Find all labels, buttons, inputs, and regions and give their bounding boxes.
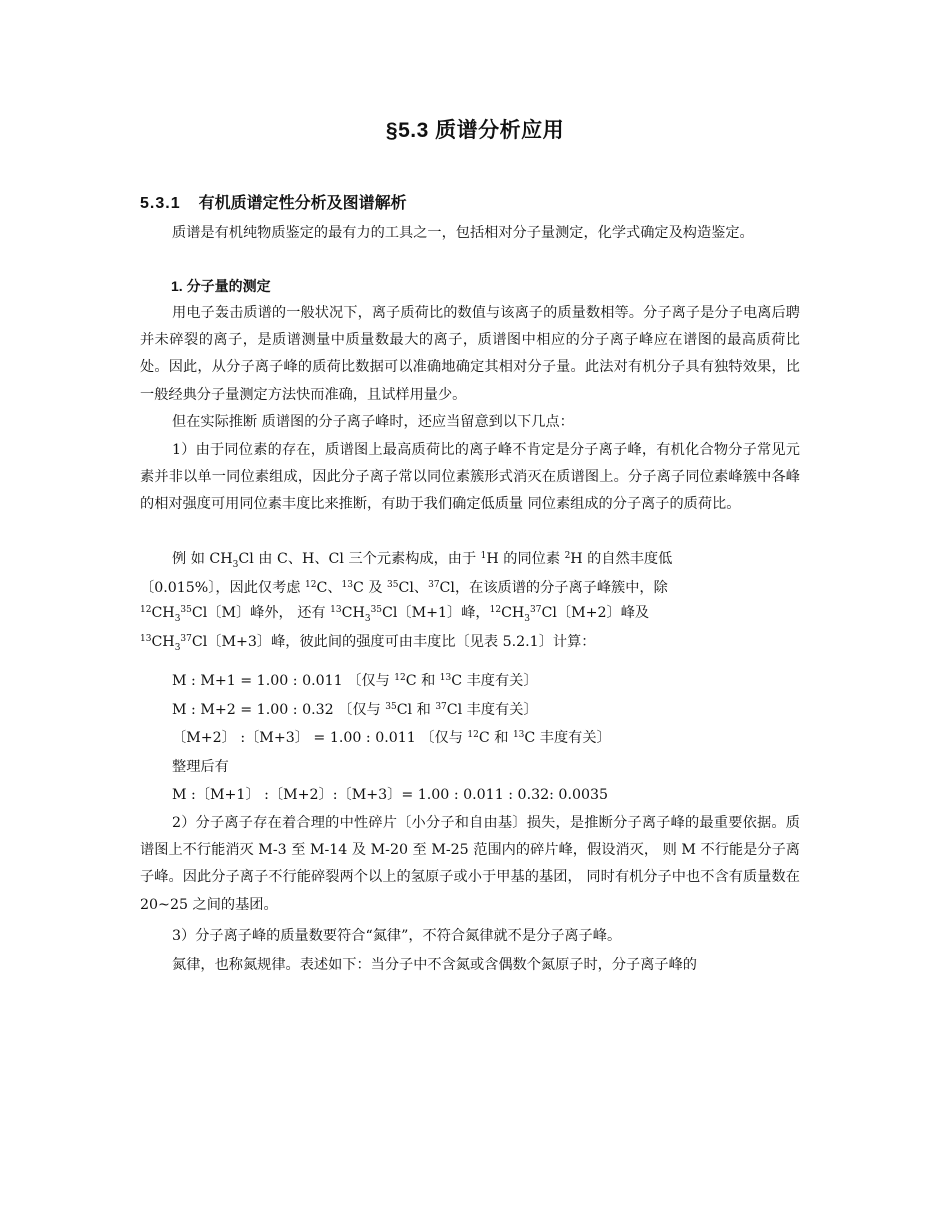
section-title: 有机质谱定性分析及图谱解析 bbox=[198, 195, 407, 212]
molecular-weight-paragraph: 用电子轰击质谱的一般状况下，离子质荷比的数值与该离子的质量数相等。分子离子是分子电离后聘并未碎裂的离子，是质谱测量中质量数最大的离子，质谱图中相应的分子离子峰应在谱图的最高质荷比处。因此，从分子离子峰的质荷比数据可以准确地确定其相对分子量。此法对有机分子具有独特效果，比一般经典分子量测定方法快而准确，且试样用量少。 bbox=[140, 305, 800, 403]
ratio-m-m2: M : M+2 = 1.00 : 0.32 〔仅与 $^{35}$Cl 和 $^{37}$Cl 丰度有关〕 bbox=[172, 702, 538, 718]
point-3-paragraph: 3）分子离子峰的质量数要符合“氮律”，不符合氮律就不是分子离子峰。 bbox=[172, 928, 622, 944]
section-number: 5.3.1 bbox=[140, 195, 181, 212]
point-2-paragraph: 2）分子离子存在着合理的中性碎片〔小分子和自由基〕损失，是推断分子离子峰的最重要依据。质谱图上不行能消灭 M-3 至 M-14 及 M-20 至 M-25 范围内的碎片峰，假设消灭， 则 M 不行能是分子离子峰。因此分子离子不行能碎裂两个以上的氢原子或小于甲基的基团， 同时有机分子中也不含有质量数在 20~25 之间的基团。 bbox=[140, 815, 800, 913]
nitrogen-rule-paragraph: 氮律，也称氮规律。表述如下：当分子中不含氮或含偶数个氮原子时，分子离子峰的 bbox=[172, 957, 697, 973]
section-heading bbox=[140, 190, 407, 213]
note-paragraph: 但在实际推断 质谱图的分子离子峰时，还应当留意到以下几点： bbox=[172, 414, 574, 430]
point-1-paragraph: 1）由于同位素的存在，质谱图上最高质荷比的离子峰不肯定是分子离子峰，有机化合物分子常见元素并非以单一同位素组成，因此分子离子常以同位素簇形式消灭在质谱图上。分子离子同位素峰簇中各峰的相对强度可用同位素丰度比来推断，有助于我们确定低质量 同位素组成的分子离子的质荷比。 bbox=[140, 442, 800, 513]
subsection-heading: 1. 分子量的测定 bbox=[171, 278, 271, 294]
ratio-m2-m3: 〔M+2〕 :〔M+3〕 = 1.00 : 0.011 〔仅与 $^{12}$C 和 $^{13}$C 丰度有关〕 bbox=[172, 730, 611, 746]
ratio-m-m1: M : M+1 = 1.00 : 0.011 〔仅与 $^{12}$C 和 $^{13}$C 丰度有关〕 bbox=[172, 673, 538, 689]
example-line-4: $^{13}CH_3^{37}Cl$〔M+3〕峰，彼此间的强度可由丰度比〔见表 5.2.1〕计算： bbox=[140, 634, 596, 653]
page-title: §5.3 质谱分析应用 bbox=[385, 119, 565, 142]
example-line-1: 例 如 $CH_3Cl$ 由 C、H、Cl 三个元素构成，由于 $^1$H 的同位素 $^2$H 的自然丰度低 bbox=[172, 551, 673, 570]
summary-label: 整理后有 bbox=[172, 759, 229, 775]
example-line-2: 〔0.015%〕，因此仅考虑 $^{12}$C、$^{13}$C 及 $^{35}$Cl、$^{37}$Cl，在该质谱的分子离子峰簇中，除 bbox=[140, 580, 668, 596]
intro-paragraph: 质谱是有机纯物质鉴定的最有力的工具之一，包括相对分子量测定，化学式确定及构造鉴定。 bbox=[172, 225, 754, 241]
ratio-summary: M :〔M+1〕 :〔M+2〕:〔M+3〕= 1.00 : 0.011 : 0.32: 0.0035 bbox=[172, 787, 609, 803]
example-line-3: $^{12}CH_3^{35}Cl$〔M〕峰外， 还有 $^{13}CH_3^{35}Cl$〔M+1〕峰，$^{12}CH_3^{37}Cl$〔M+2〕峰及 bbox=[140, 605, 650, 624]
